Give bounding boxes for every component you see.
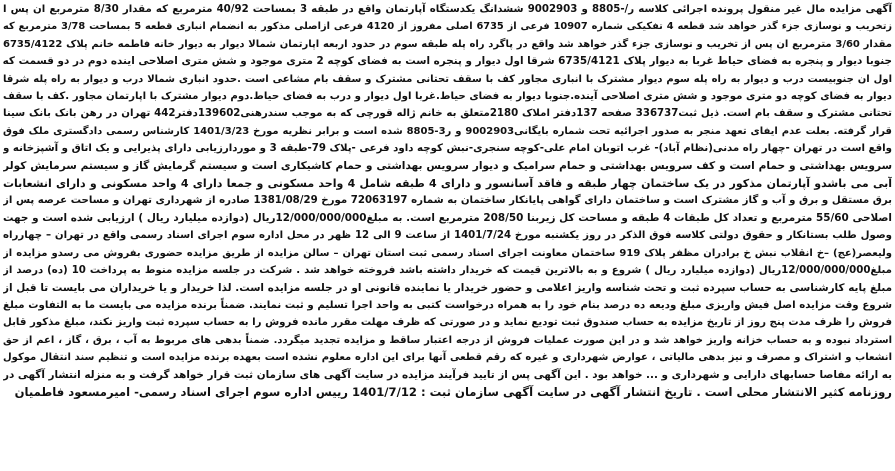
notice-line: شروع وقت مزایده اصل فیش واریزی مبلغ ودیعه ده درصد بنام خود را به همراه درخواست کتبی به واحد اجرا تسلیم و ثبت نمایند. ضمناً برنده مزایده می بایست ما به التفاوت مبلغ bbox=[3, 299, 892, 311]
notice-line: وصول طلب بستانکار و حقوق دولتی کلاسه فوق الذکر در روز یکشنبه مورخ 1401/7/24 از ساعت 9 الی 12 ظهر در محل اداره سوم اجرای اسناد رسمی واقع در تهران – چهارراه bbox=[3, 230, 892, 242]
notice-line: اول ان جنوبیست درب و دیوار به راه پله سوم دیوار مشترک با انباری مجاور کف با سقف تحتانی مشترک و سقف بام مشاعی است .حدود انباری شمالا درب و دیوار به راه پله شرقا bbox=[3, 73, 892, 85]
notice-line: آگهی مزایده مال غیر منقول پرونده اجرائی کلاسه ر/-8805 و 9002903 ششدانگ یکدستگاه آپارتمان واقع در طبقه 3 بمساحت 40/92 مترمربع که مقدار 8/30 مترمربع ان پس ا bbox=[3, 4, 892, 15]
notice-line: مبلغ12/000/000/000ریال (دوازده میلیارد ریال ) شروع و به بالاترین قیمت که خریدار داشته باشد فروخته خواهد شد . شرکت در جلسه مزایده منوط به پرداخت 10 (ده) درصد از bbox=[3, 265, 892, 277]
notice-line: روزنامه کثیر الانتشار محلی است . تاریخ انتشار آگهی در سایت آگهی سازمان ثبت : 1401/7/12 رییس اداره سوم اجرای اسناد رسمی- امیرمسعود فاطمیان bbox=[14, 384, 892, 399]
notice-line: مبلغ پایه کارشناسی به حساب سپرده ثبت و تحت شناسه واریز اعلامی و حضور خریدار یا نماینده قانونی او در جلسه مزایده است. لذا خریدار و یا خریداران می بایست تا قبل از bbox=[3, 281, 892, 294]
notice-line: اصلاحی 55/60 مترمربع و تعداد کل طبقات 4 طبقه و مساحت کل زیربنا 208/50 مترمربع است. به مبلغ12/000/000/000ریال (دوازده میلیارد ریال ) ارزیابی شده است و جهت bbox=[3, 211, 892, 224]
notice-line: واقع است در تهران -چهار راه مدنی(نظام آباد)- غرب اتوبان امام علی-کوچه سنجری-نبش کوچه داود فرعی -پلاک 79-طبقه 3 و موردارزیابی دارای پذیرایی و یک اتاق و آشپزخانه و bbox=[3, 143, 892, 155]
notice-line: فروش را ظرف مدت پنج روز از تاریخ مزایده به حساب صندوق ثبت تودیع نماید و در صورتی که ظرف مهلت مقرر مانده فروش را به حساب سپرده ثبت واریز نکند، مبلغ مذکور قابل bbox=[3, 317, 892, 329]
notice-line: زتخریب و نوسازی جزء گذر خواهد شد قطعه 4 تفکیکی شماره 10907 فرعی از 6735 اصلی مفروز از 4120 فرعی ازاصلی مذکور به انضمام انباری قطعه 5 بمساحت 3/78 مترمربع که bbox=[3, 21, 892, 33]
notice-line: برق مستقل و برق و آب و گاز مشترک است و ساختمان دارای گواهی پایانکار ساختمان به شماره 72063197 مورخ 1381/08/29 صادره از شهرداری تهران و مساحت عرصه پس از bbox=[3, 195, 892, 207]
notice-line: قرار گرفته. بعلت عدم ایفای تعهد منجر به صدور اجرائیه تحت شماره بایگانی9002903 و ر3-8805 شده است و برابر نظریه مورخ 1401/3/23 کارشناس رسمی دادگستری ملک فوق bbox=[3, 125, 892, 137]
notice-line: جنوبا دیوار و پنجره به فضای حیاط غربا به دیوار پلاک 6735/4121 شرقا اول دیوار و پنجره است به فضای کوچه 2 متری موجود و شش متری اصلاحی اینده دوم در دو قسمت که bbox=[3, 55, 892, 68]
notice-line: انشعاب و اشتراک و مصرف و نیز بدهی مالیاتی ، عوارض شهرداری و غیره که رقم قطعی آنها برای این اداره معلوم نشده است بعهده برنده مزایده است و تنظیم سند انتقال موکول bbox=[3, 352, 892, 364]
notice-line: آبی می باشدو آپارتمان مذکور در یک ساختمان چهار طبقه و فاقد آسانسور و دارای 4 طبقه شامل 4 واحد مسکونی و جمعا دارای 4 واحد مسکونی و دارای انشعابات bbox=[3, 177, 892, 191]
notice-line: مقدار 3/60 مترمربع ان پس از تخریب و نوسازی جزء گذر خواهد شد واقع در پاگرد راه پله طبقه سوم در حدود اربعه اپارتمان شمالا دیوار به دیوار خانه فاطمه خانم پلاک 6735/4122 bbox=[3, 38, 892, 50]
notice-line: ولیعصر(عج) –خ انقلاب نبش خ برادران مظفر پلاک 919 ساختمان معاونت اجرای اسناد رسمی ثبت استان تهران – سالن مزایده از طریق مزایده حضوری بفروش می رسدو مزایده از bbox=[3, 247, 892, 259]
notice-line: به ارائه مفاصا حسابهای دارایی و شهرداری و ... خواهد بود . این آگهی پس از تایید فرآیند مزایده در سایت آگهی های سازمان ثبت قرار خواهد گرفت و به منزله انتشار آگهی در bbox=[3, 368, 892, 381]
notice-line: استرداد نبوده و به حساب خزانه واریز خواهد شد و در این صورت عملیات فروش از درجه اعتبار ساقط و مزایده تجدید میگردد. ضمناً بدهی های مربوط به آب ، برق ، گاز ، اعم از حق bbox=[3, 334, 892, 346]
notice-line: تحتانی مشترک و سقف بام است. ذیل ثبت336737 صفحه 137دفتر املاک 2180متعلق به خانم ژاله قورچی که به موجب سندرهنی139602دفتر442 تهران در رهن بانک بانک سینا bbox=[3, 108, 892, 120]
notice-line: سرویس بهداشتی و حمام است و کف سرویس بهداشتی و حمام سرامیک و دیوار سرویس بهداشتی و حمام کاشیکاری است و سیستم گرمایش گاز و سیستم سرمایش کولر bbox=[3, 159, 892, 172]
notice-line: دیوار به فضای کوچه دو متری موجود و شش متری اصلاحی آینده.جنوبا دیوار به فضای حیاط.غربا اول دیوار و درب به فضای حیاط.دوم دیوار مشترک با اپارتمان مجاور .کف با سقف bbox=[3, 91, 892, 103]
